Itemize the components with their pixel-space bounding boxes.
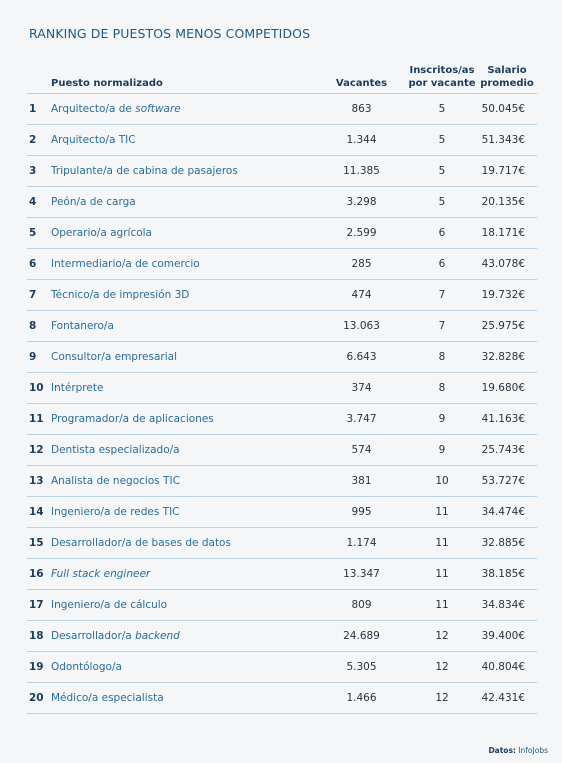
row-job-title [51, 590, 316, 621]
row-vacancies: 13.063 [316, 311, 407, 342]
row-rank: 12 [27, 435, 51, 466]
row-job-title [51, 311, 316, 342]
job-title-text: Intérprete [51, 382, 104, 394]
row-applicants: 11 [407, 559, 477, 590]
header-salary: Salario promedio [477, 64, 537, 94]
row-salary: 34.834€ [477, 590, 537, 621]
row-applicants: 5 [407, 187, 477, 218]
row-job-title [51, 218, 316, 249]
table-row [27, 187, 537, 218]
table-row [27, 373, 537, 404]
table-row [27, 497, 537, 528]
row-vacancies: 3.298 [316, 187, 407, 218]
row-rank: 2 [27, 125, 51, 156]
row-job-title [51, 94, 316, 125]
row-salary: 53.727€ [477, 466, 537, 497]
row-salary: 32.885€ [477, 528, 537, 559]
page-title: RANKING DE PUESTOS MENOS COMPETIDOS [29, 26, 311, 41]
job-title-text: Técnico/a de impresión 3D [51, 289, 190, 301]
table-row [27, 404, 537, 435]
table-row [27, 249, 537, 280]
row-job-title [51, 528, 316, 559]
row-applicants: 9 [407, 435, 477, 466]
table-row [27, 280, 537, 311]
row-vacancies: 24.689 [316, 621, 407, 652]
row-rank: 4 [27, 187, 51, 218]
row-vacancies: 13.347 [316, 559, 407, 590]
row-job-title [51, 156, 316, 187]
row-vacancies: 5.305 [316, 652, 407, 683]
row-applicants: 7 [407, 311, 477, 342]
row-salary: 39.400€ [477, 621, 537, 652]
job-title-text: Fontanero/a [51, 320, 114, 332]
row-applicants: 5 [407, 125, 477, 156]
table-row [27, 621, 537, 652]
row-salary: 32.828€ [477, 342, 537, 373]
row-job-title [51, 342, 316, 373]
row-applicants: 12 [407, 652, 477, 683]
row-salary: 25.743€ [477, 435, 537, 466]
table-row [27, 156, 537, 187]
row-rank: 15 [27, 528, 51, 559]
row-applicants: 7 [407, 280, 477, 311]
row-job-title [51, 621, 316, 652]
row-salary: 43.078€ [477, 249, 537, 280]
header-job: Puesto normalizado [51, 64, 316, 94]
row-rank: 5 [27, 218, 51, 249]
row-applicants: 5 [407, 156, 477, 187]
table-row [27, 94, 537, 125]
row-applicants: 8 [407, 373, 477, 404]
row-vacancies: 1.174 [316, 528, 407, 559]
job-title-text: Médico/a especialista [51, 692, 164, 704]
table-row [27, 590, 537, 621]
row-applicants: 11 [407, 528, 477, 559]
header-applicants: Inscritos/as por vacante [407, 64, 477, 94]
row-salary: 20.135€ [477, 187, 537, 218]
table-row [27, 466, 537, 497]
table-row [27, 311, 537, 342]
header-rank [27, 64, 51, 94]
row-salary: 42.431€ [477, 683, 537, 714]
table-row [27, 559, 537, 590]
row-salary: 40.804€ [477, 652, 537, 683]
row-rank: 20 [27, 683, 51, 714]
row-rank: 14 [27, 497, 51, 528]
job-title-text: Peón/a de carga [51, 196, 136, 208]
row-applicants: 9 [407, 404, 477, 435]
row-salary: 51.343€ [477, 125, 537, 156]
row-applicants: 8 [407, 342, 477, 373]
row-salary: 50.045€ [477, 94, 537, 125]
row-vacancies: 11.385 [316, 156, 407, 187]
job-title-text: Ingeniero/a de redes TIC [51, 506, 180, 518]
row-salary: 19.680€ [477, 373, 537, 404]
row-job-title [51, 125, 316, 156]
row-salary: 19.732€ [477, 280, 537, 311]
row-job-title [51, 497, 316, 528]
table-row [27, 125, 537, 156]
table-row [27, 652, 537, 683]
row-applicants: 11 [407, 590, 477, 621]
job-title-text: Ingeniero/a de cálculo [51, 599, 168, 611]
row-rank: 10 [27, 373, 51, 404]
row-salary: 18.171€ [477, 218, 537, 249]
job-title-text: Desarrollador/a [51, 630, 136, 642]
row-applicants: 6 [407, 249, 477, 280]
row-job-title [51, 249, 316, 280]
source-footer [488, 746, 548, 755]
job-title-text: Analista de negocios TIC [51, 475, 180, 487]
job-title-text: Arquitecto/a de [51, 103, 136, 115]
row-rank: 18 [27, 621, 51, 652]
table-row [27, 528, 537, 559]
job-title-text: Operario/a agrícola [51, 227, 152, 239]
table-row [27, 218, 537, 249]
row-job-title [51, 373, 316, 404]
row-vacancies: 1.344 [316, 125, 407, 156]
row-job-title [51, 559, 316, 590]
row-job-title [51, 466, 316, 497]
row-applicants: 6 [407, 218, 477, 249]
row-vacancies: 474 [316, 280, 407, 311]
table-header-row [27, 64, 537, 94]
row-vacancies: 285 [316, 249, 407, 280]
table-row [27, 342, 537, 373]
row-salary: 25.975€ [477, 311, 537, 342]
job-title-italic-text: backend [135, 630, 180, 642]
row-rank: 7 [27, 280, 51, 311]
row-job-title [51, 280, 316, 311]
job-title-text: Consultor/a empresarial [51, 351, 178, 363]
job-title-italic-text: Full stack engineer [51, 568, 151, 580]
row-vacancies: 809 [316, 590, 407, 621]
table-body [27, 94, 537, 714]
row-rank: 13 [27, 466, 51, 497]
row-vacancies: 381 [316, 466, 407, 497]
job-title-text: Odontólogo/a [51, 661, 122, 673]
row-vacancies: 863 [316, 94, 407, 125]
row-rank: 6 [27, 249, 51, 280]
row-rank: 3 [27, 156, 51, 187]
row-salary: 41.163€ [477, 404, 537, 435]
row-vacancies: 574 [316, 435, 407, 466]
row-rank: 9 [27, 342, 51, 373]
row-rank: 8 [27, 311, 51, 342]
row-vacancies: 3.747 [316, 404, 407, 435]
header-vacancies: Vacantes [316, 64, 407, 94]
table-row [27, 435, 537, 466]
job-title-text: Desarrollador/a de bases de datos [51, 537, 231, 549]
row-applicants: 12 [407, 621, 477, 652]
row-rank: 1 [27, 94, 51, 125]
source-label: Datos: [488, 746, 516, 755]
row-salary: 38.185€ [477, 559, 537, 590]
table-row [27, 683, 537, 714]
row-applicants: 5 [407, 94, 477, 125]
row-applicants: 12 [407, 683, 477, 714]
row-applicants: 11 [407, 497, 477, 528]
row-job-title [51, 187, 316, 218]
source-name: InfoJobs [515, 746, 548, 755]
job-title-text: Intermediario/a de comercio [51, 258, 200, 270]
row-job-title [51, 435, 316, 466]
job-title-text: Tripulante/a de cabina de pasajeros [51, 165, 238, 177]
row-rank: 17 [27, 590, 51, 621]
row-vacancies: 995 [316, 497, 407, 528]
row-vacancies: 1.466 [316, 683, 407, 714]
row-vacancies: 374 [316, 373, 407, 404]
row-job-title [51, 404, 316, 435]
row-rank: 19 [27, 652, 51, 683]
row-salary: 34.474€ [477, 497, 537, 528]
row-rank: 16 [27, 559, 51, 590]
row-job-title [51, 683, 316, 714]
job-title-text: Arquitecto/a TIC [51, 134, 136, 146]
job-title-text: Dentista especializado/a [51, 444, 180, 456]
job-title-italic-text: software [135, 103, 181, 115]
row-job-title [51, 652, 316, 683]
ranking-table [27, 64, 537, 714]
row-vacancies: 6.643 [316, 342, 407, 373]
row-rank: 11 [27, 404, 51, 435]
row-salary: 19.717€ [477, 156, 537, 187]
job-title-text: Programador/a de aplicaciones [51, 413, 214, 425]
row-applicants: 10 [407, 466, 477, 497]
row-vacancies: 2.599 [316, 218, 407, 249]
